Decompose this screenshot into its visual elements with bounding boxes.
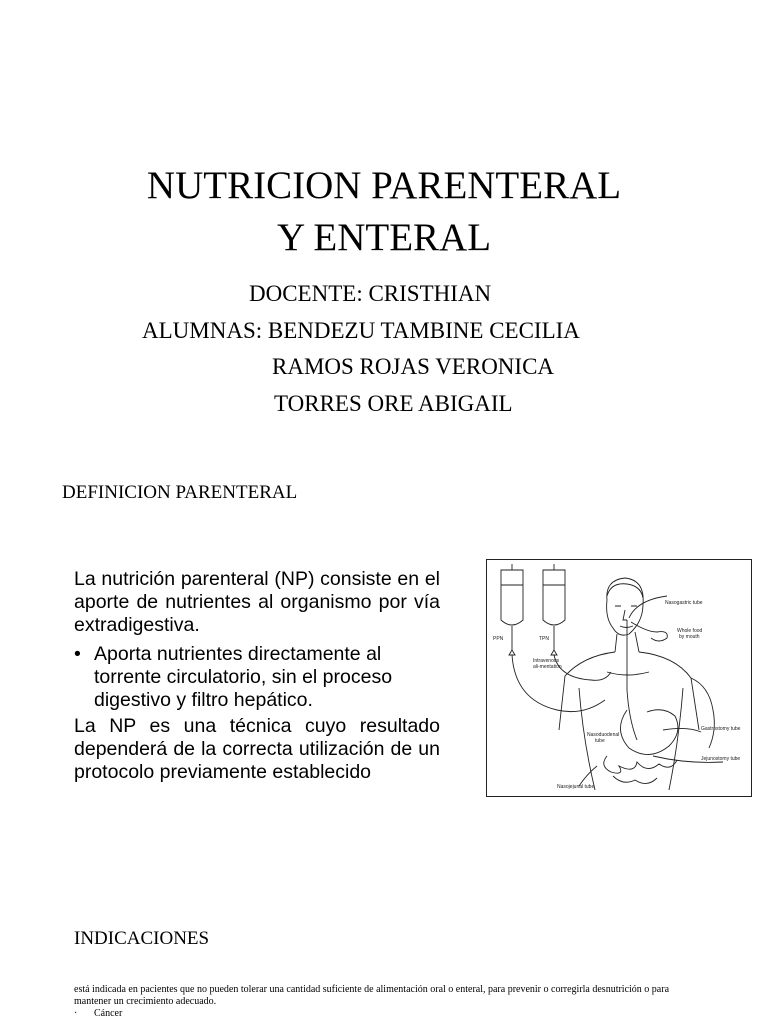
label-jejunostomy: Jejunostomy tube	[701, 756, 741, 762]
bullet-icon: •	[74, 643, 81, 665]
technique-paragraph: La NP es una técnica cuyo resultado dependerá de la correcta utilización de un protocolo previamente establecido	[74, 715, 440, 783]
title-line-1: NUTRICION PARENTERAL	[146, 164, 622, 207]
docente-line: DOCENTE: CRISTHIAN	[249, 281, 492, 306]
label-intravenous: Intravenous	[533, 658, 560, 664]
label-whole-food: Whole food	[677, 628, 703, 634]
label-alimentation: ali-mentation	[533, 664, 562, 670]
nutrition-routes-illustration	[486, 559, 752, 797]
list-bullet-icon: ·	[74, 1008, 78, 1019]
definition-bullet	[74, 643, 440, 712]
title-line-2: Y ENTERAL	[276, 216, 492, 259]
bullet-text: Aporta nutrientes directamente al torrente circulatorio, sin el proceso digestivo y filtro hepático.	[94, 643, 393, 711]
section-heading-definicion: DEFINICION PARENTERAL	[62, 482, 298, 503]
label-nasogastric: Nasogastric tube	[665, 600, 703, 606]
indicaciones-text: está indicada en pacientes que no pueden tolerar una cantidad suficiente de alimentación oral o enteral, para prevenir o corregirla desnutrición o para mantener un crecimiento adecuado.	[74, 984, 670, 1007]
alumna-3-line: TORRES ORE ABIGAIL	[274, 391, 513, 416]
indicaciones-item-text: Cáncer	[94, 1008, 123, 1019]
alumnas-line: ALUMNAS: BENDEZU TAMBINE CECILIA	[142, 318, 580, 343]
definition-paragraph: La nutrición parenteral (NP) consiste en el aporte de nutrientes al organismo por vía extradigestiva.	[74, 568, 440, 636]
label-gastrostomy: Gastrostomy tube	[701, 726, 741, 732]
indicaciones-item	[74, 1008, 694, 1020]
label-by-mouth: by mouth	[679, 634, 700, 640]
label-nasojejunal: Nasojejunal tube	[557, 784, 595, 790]
label-nasoduodenal: Nasoduodenal	[587, 732, 620, 738]
label-nasoduodenal-tube: tube	[595, 738, 605, 744]
document-title	[0, 160, 768, 264]
label-ppn: PPN	[493, 636, 504, 642]
label-tpn: TPN	[539, 636, 549, 642]
alumna-2-line: RAMOS ROJAS VERONICA	[272, 354, 555, 379]
anatomy-drawing	[487, 560, 751, 796]
section-heading-indicaciones: INDICACIONES	[74, 928, 210, 949]
